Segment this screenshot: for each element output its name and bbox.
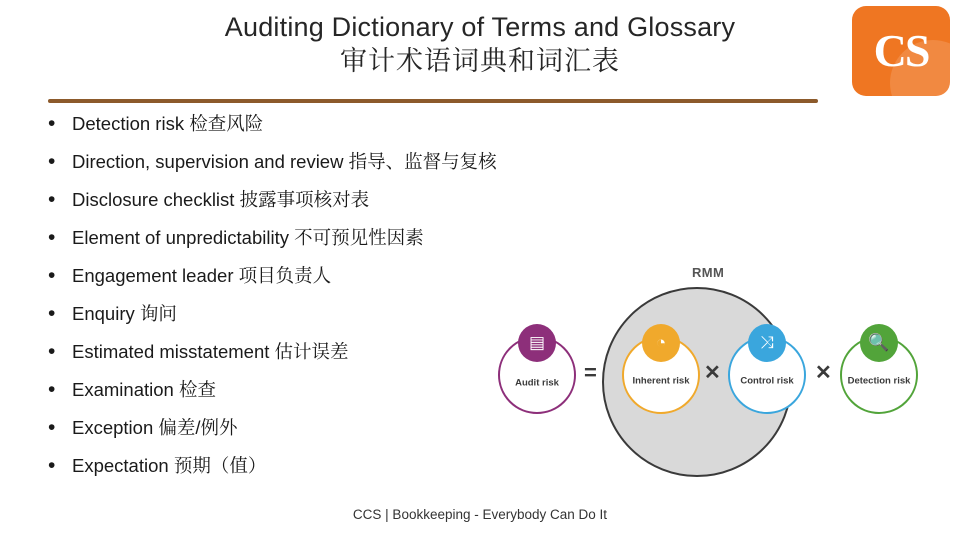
multiply-symbol-1: ✕ (704, 362, 721, 384)
node-audit-risk (498, 333, 576, 414)
list-item: • Disclosure checklist 披露事项核对表 (40, 191, 510, 210)
title-english: Auditing Dictionary of Terms and Glossary (224, 12, 736, 42)
node-control-risk (728, 333, 806, 414)
clipboard-icon: ▤ (518, 324, 556, 362)
title-chinese: 审计术语词典和词汇表 (340, 45, 620, 76)
list-item: • Engagement leader 项目负责人 (40, 267, 510, 286)
glossary-list (40, 115, 510, 495)
node-inherent-risk (622, 333, 700, 414)
node-label: Inherent risk (632, 375, 690, 387)
gauge-icon: ◔ (642, 324, 680, 362)
shuffle-icon: ⤨ (748, 324, 786, 362)
list-item: • Examination 检查 (40, 381, 510, 400)
node-label: Control risk (740, 375, 794, 387)
footer-text: CCS | Bookkeeping - Everybody Can Do It (352, 507, 608, 522)
list-item: • Exception 偏差/例外 (40, 419, 510, 438)
list-item: • Expectation 预期（值） (40, 457, 510, 476)
equals-symbol: = (584, 360, 597, 385)
node-label: Detection risk (847, 375, 911, 387)
logo-text: CS (873, 25, 929, 76)
list-item: • Detection risk 检查风险 (40, 115, 510, 134)
node-detection-risk (840, 333, 918, 414)
page-title (0, 12, 960, 79)
title-divider (48, 99, 818, 103)
list-item: • Element of unpredictability 不可预见性因素 (40, 229, 510, 248)
list-item: • Enquiry 询问 (40, 305, 510, 324)
audit-risk-diagram (470, 250, 940, 470)
multiply-symbol-2: ✕ (815, 362, 832, 384)
rmm-label: RMM (692, 265, 725, 280)
node-label: Audit risk (515, 377, 559, 389)
ccs-logo (852, 6, 950, 96)
magnifier-icon: 🔍 (860, 324, 898, 362)
list-item: • Direction, supervision and review 指导、监督与复核 (40, 153, 510, 172)
list-item: • Estimated misstatement 估计误差 (40, 343, 510, 362)
